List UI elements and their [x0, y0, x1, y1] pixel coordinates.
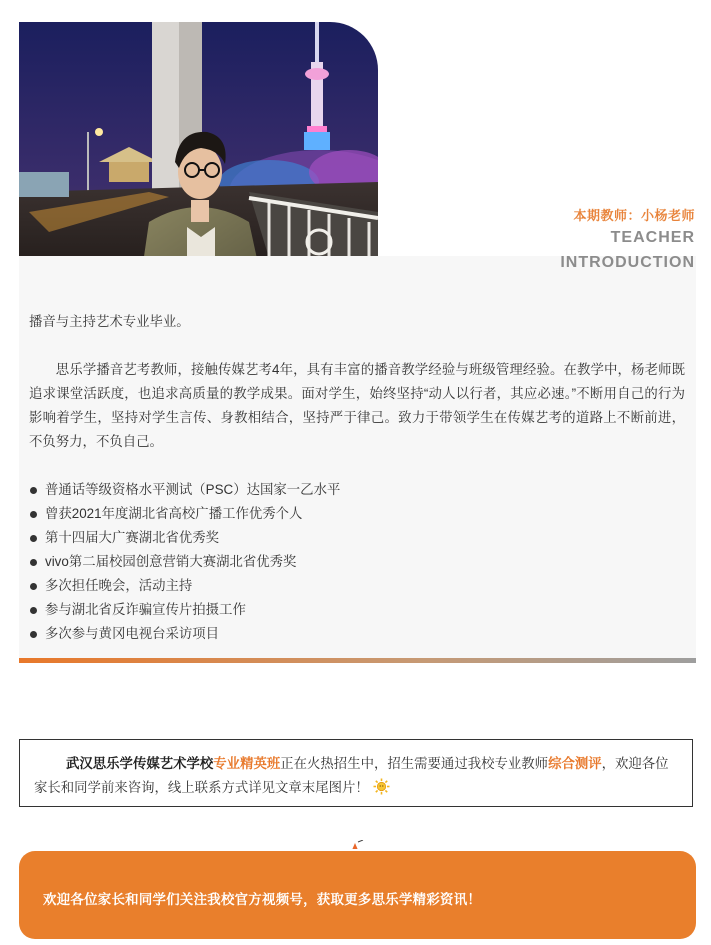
- bullet-icon: [30, 487, 37, 494]
- notice-text: 正在火热招生中，招生需要通过我校专业教师: [280, 756, 549, 771]
- class-name-highlight: 专业精英班: [213, 756, 281, 771]
- list-item: 多次参与黄冈电视台采访项目: [29, 622, 685, 646]
- notice-text-end: ，欢迎各位家长和同学前来咨询，线上联系方式详见文章末尾图片！: [34, 756, 669, 795]
- teacher-introduction: [29, 310, 685, 646]
- bullet-icon: [30, 583, 37, 590]
- assessment-highlight: 综合测评: [548, 756, 602, 771]
- list-item: vivo第二届校园创意营销大赛湖北省优秀奖: [29, 550, 685, 574]
- bullet-icon: [30, 511, 37, 518]
- bullet-icon: [30, 607, 37, 614]
- list-item: 参与湖北省反诈骗宣传片拍摄工作: [29, 598, 685, 622]
- sun-emoji-icon: [373, 778, 390, 803]
- intro-paragraph: 思乐学播音艺考教师，接触传媒艺考4年，具有丰富的播音教学经验与班级管理经验。在教学中，杨老师既追求课堂活跃度，也追求高质量的教学成果。面对学生，始终坚持“动人以行者，其应必速。”不断用自己的行为影响着学生，坚持对学生言传、身教相结合，坚持严于律己。致力于带领学生在传媒艺考的道路上不断前进，不负努力，不负自己。: [29, 362, 685, 449]
- teacher-photo: [19, 22, 378, 291]
- teacher-name-label: 本期教师：小杨老师: [573, 208, 695, 223]
- list-item: 第十四届大广赛湖北省优秀奖: [29, 526, 685, 550]
- achievement-list: [29, 478, 685, 646]
- list-item: 普通话等级资格水平测试（PSC）达国家一乙水平: [29, 478, 685, 502]
- bullet-icon: [30, 631, 37, 638]
- bullet-icon: [30, 559, 37, 566]
- video-account-banner: [19, 851, 696, 939]
- list-item: 多次担任晚会，活动主持: [29, 574, 685, 598]
- list-item: 曾获2021年度湖北省高校广播工作优秀个人: [29, 502, 685, 526]
- gradient-divider: [19, 658, 696, 663]
- enrollment-notice: [19, 739, 693, 807]
- school-name: 武汉思乐学传媒艺术学校: [66, 756, 214, 771]
- banner-text: 欢迎各位家长和同学们关注我校官方视频号，获取更多思乐学精彩资讯！: [43, 892, 482, 908]
- intro-first-line: 播音与主持艺术专业毕业。: [29, 314, 190, 329]
- teacher-heading-en: TEACHER: [610, 229, 695, 246]
- bullet-icon: [30, 535, 37, 542]
- introduction-heading-en: INTRODUCTION: [560, 254, 695, 271]
